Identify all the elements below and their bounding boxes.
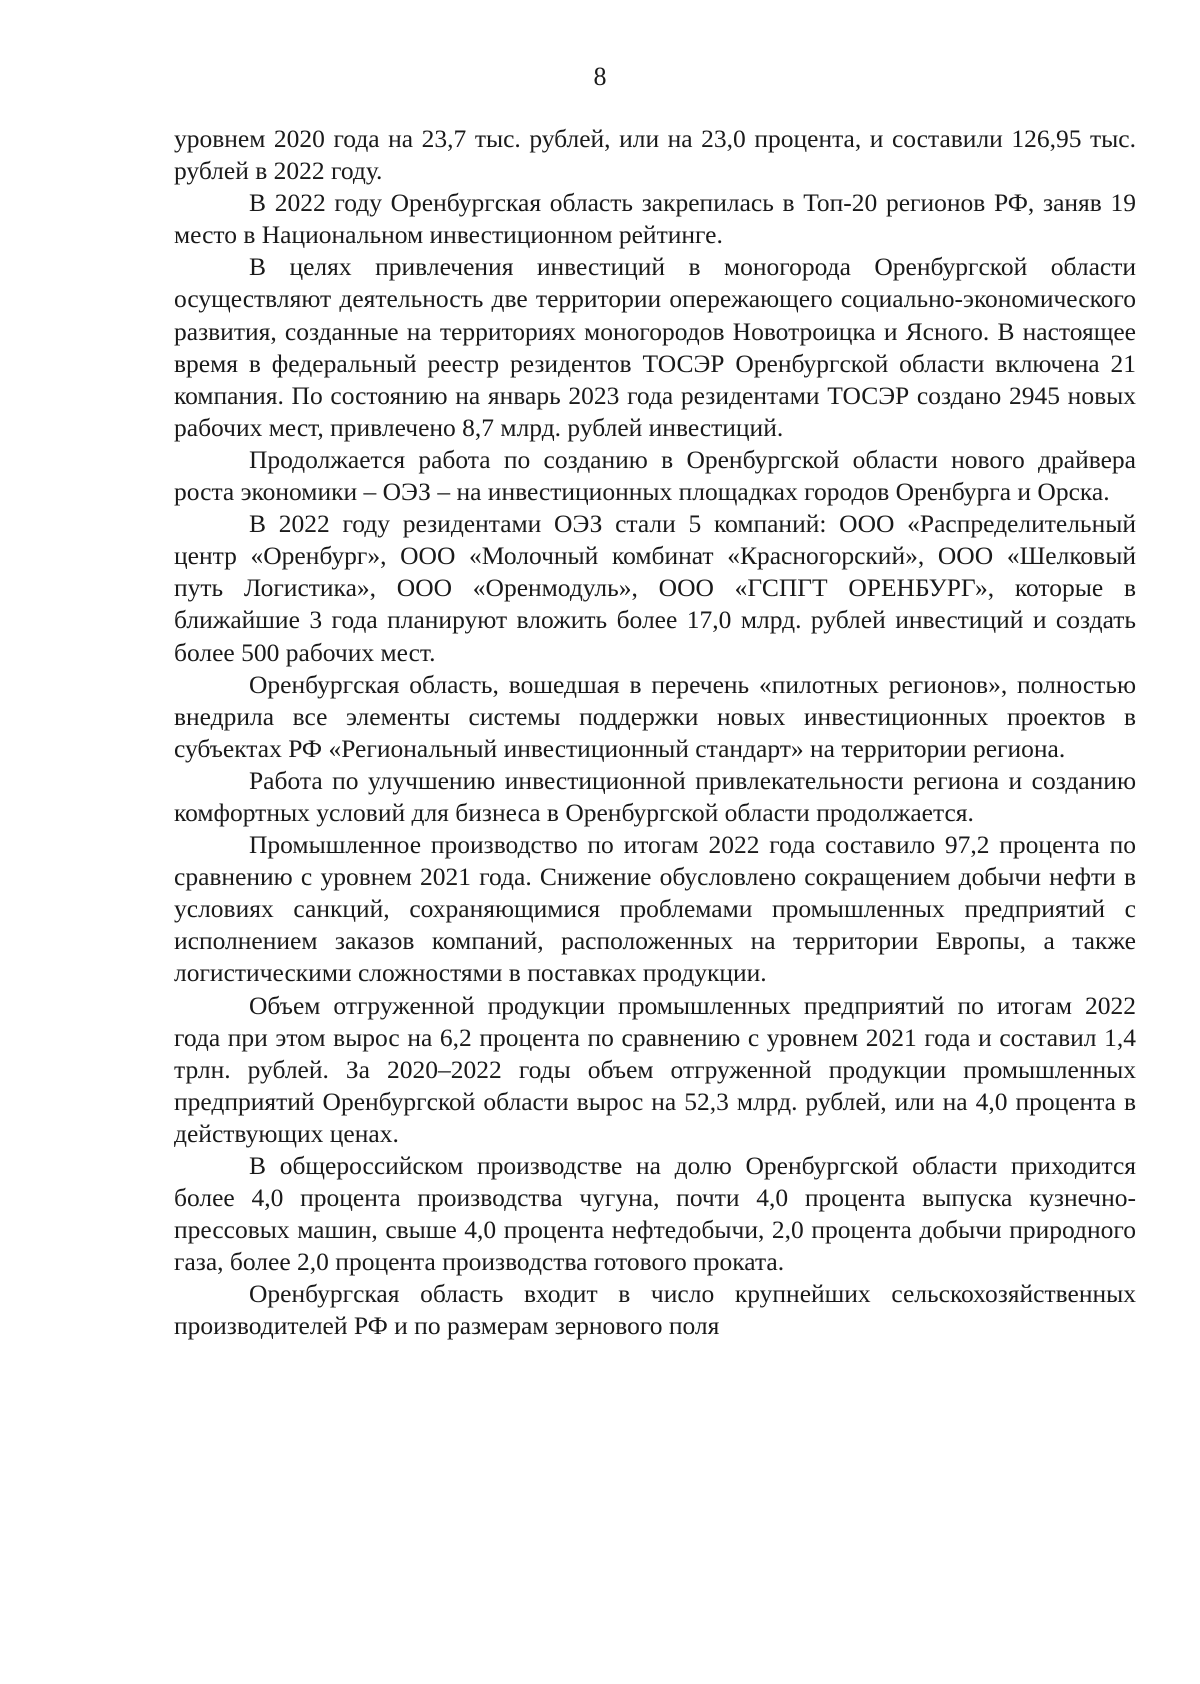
document-body	[174, 123, 1136, 1343]
paragraph: В 2022 году Оренбургская область закрепилась в Топ-20 регионов РФ, заняв 19 место в Национальном инвестиционном рейтинге.	[174, 188, 1136, 250]
paragraph: Работа по улучшению инвестиционной привлекательности региона и созданию комфортных условий для бизнеса в Оренбургской области продолжается.	[174, 765, 1136, 827]
paragraph: Оренбургская область, вошедшая в перечень «пилотных регионов», полностью внедрила все элементы системы поддержки новых инвестиционных проектов в субъектах РФ «Региональный инвестиционный стандарт» на территории региона.	[174, 669, 1136, 763]
paragraph: уровнем 2020 года на 23,7 тыс. рублей, или на 23,0 процента, и составили 126,95 тыс. рублей в 2022 году.	[174, 124, 1136, 186]
paragraph: Объем отгруженной продукции промышленных предприятий по итогам 2022 года при этом вырос на 6,2 процента по сравнению с уровнем 2021 года и составил 1,4 трлн. рублей. За 2020–2022 годы объем отгруженной продукции промышленных предприятий Оренбургской области вырос на 52,3 млрд. рублей, или на 4,0 процента в действующих ценах.	[174, 990, 1136, 1148]
paragraph: В целях привлечения инвестиций в моногорода Оренбургской области осуществляют деятельность две территории опережающего социально-экономического развития, созданные на территориях моногородов Новотроицка и Ясного. В настоящее время в федеральный реестр резидентов ТОСЭР Оренбургской области включена 21 компания. По состоянию на январь 2023 года резидентами ТОСЭР создано 2945 новых рабочих мест, привлечено 8,7 млрд. рублей инвестиций.	[174, 252, 1136, 442]
paragraph: Оренбургская область входит в число крупнейших сельскохозяйственных производителей РФ и по размерам зернового поля	[174, 1279, 1136, 1341]
paragraph: Промышленное производство по итогам 2022 года составило 97,2 процента по сравнению с уровнем 2021 года. Снижение обусловлено сокращением добычи нефти в условиях санкций, сохраняющимися проблемами промышленных предприятий с исполнением заказов компаний, расположенных на территории Европы, а также логистическими сложностями в поставках продукции.	[174, 830, 1136, 988]
paragraph: В 2022 году резидентами ОЭЗ стали 5 компаний: ООО «Распределительный центр «Оренбург», ООО «Молочный комбинат «Красногорский», ООО «Шелковый путь Логистика», ООО «Оренмодуль», ООО «ГСПГТ ОРЕНБУРГ», которые в ближайшие 3 года планируют вложить более 17,0 млрд. рублей инвестиций и создать более 500 рабочих мест.	[174, 509, 1136, 667]
page-number: 8	[593, 62, 607, 91]
paragraph: Продолжается работа по созданию в Оренбургской области нового драйвера роста экономики – ОЭЗ – на инвестиционных площадках городов Оренбурга и Орска.	[174, 444, 1136, 507]
paragraph: В общероссийском производстве на долю Оренбургской области приходится более 4,0 процента производства чугуна, почти 4,0 процента выпуска кузнечно-прессовых машин, свыше 4,0 процента нефтедобычи, 2,0 процента добычи природного газа, более 2,0 процента производства готового проката.	[174, 1151, 1136, 1277]
